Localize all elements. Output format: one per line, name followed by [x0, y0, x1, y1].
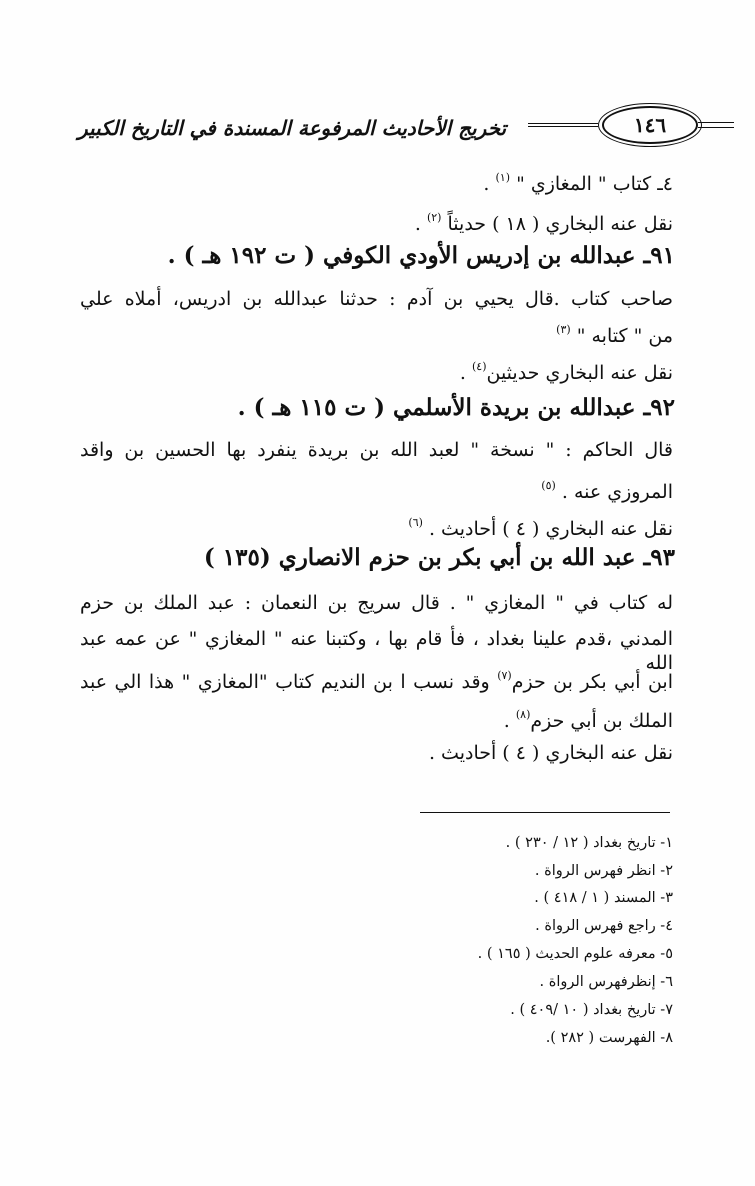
footnote: ٦- إنظرفهرس الرواة .	[539, 974, 673, 990]
footnote: ١- تاريخ بغداد ( ١٢ / ٢٣٠ ) .	[505, 835, 673, 851]
footnote: ٢- انظر فهرس الرواة .	[534, 863, 673, 879]
text-line: الملك بن أبي حزم$^{(٨)}$ .	[503, 708, 673, 732]
footnote: ٧- تاريخ بغداد ( ١٠ /٤٠٩ ) .	[510, 1002, 673, 1018]
text-line: ٤ـ كتاب " المغازي " $^{(١)}$ .	[483, 171, 673, 195]
text-line: نقل عنه البخاري ( ٤ ) أحاديث . $^{(٦)}$	[408, 516, 673, 540]
text-line: صاحب كتاب .قال يحيي بن آدم : حدثنا عبدالله بن ادريس، أملاه علي	[80, 288, 673, 310]
section-heading: ٩١ـ عبدالله بن إدريس الأودي الكوفي ( ت ١٩٢ هـ ) .	[167, 242, 675, 269]
footnote-separator	[420, 812, 670, 813]
footnote: ٨- الفهرست ( ٢٨٢ ).	[545, 1030, 673, 1046]
footnote: ٤- راجع فهرس الرواة .	[535, 918, 673, 934]
text-line: المدني ،قدم علينا بغداد ، فأ قام بها ، وكتبنا عنه " المغازي " عن عمه عبد الله	[80, 628, 673, 674]
text-line: نقل عنه البخاري ( ١٨ ) حديثاً $^{(٢)}$ .	[414, 211, 673, 235]
text-line: ابن أبي بكر بن حزم$^{(٧)}$ وقد نسب ا بن النديم كتاب "المغازي " هذا الي عبد	[80, 669, 673, 693]
section-heading: ٩٣ـ عبد الله بن أبي بكر بن حزم الانصاري (١٣٥ )	[203, 544, 675, 571]
section-heading: ٩٢ـ عبدالله بن بريدة الأسلمي ( ت ١١٥ هـ ) .	[237, 394, 675, 421]
running-title: تخريج الأحاديث المرفوعة المسندة في التاريخ الكبير	[78, 116, 507, 140]
text-line: نقل عنه البخاري حديثين$^{(٤)}$ .	[459, 360, 673, 384]
footnote: ٥- معرفه علوم الحديث ( ١٦٥ ) .	[477, 946, 673, 962]
running-header	[70, 98, 670, 148]
page-number: ١٤٦	[633, 113, 667, 137]
text-line: قال الحاكم : " نسخة " لعبد الله بن بريدة ينفرد بها الحسين بن واقد	[80, 439, 673, 461]
text-line: نقل عنه البخاري ( ٤ ) أحاديث .	[428, 742, 673, 764]
text-line: من " كتابه " $^{(٣)}$	[556, 323, 673, 347]
header-rule-right	[698, 122, 734, 128]
text-line: المروزي عنه . $^{(٥)}$	[541, 479, 673, 503]
footnote: ٣- المسند ( ١ / ٤١٨ ) .	[534, 890, 673, 906]
header-rule-left	[528, 123, 598, 127]
page-number-badge	[602, 106, 698, 144]
text-line: له كتاب في " المغازي " . قال سريج بن النعمان : عبد الملك بن حزم	[80, 592, 673, 614]
